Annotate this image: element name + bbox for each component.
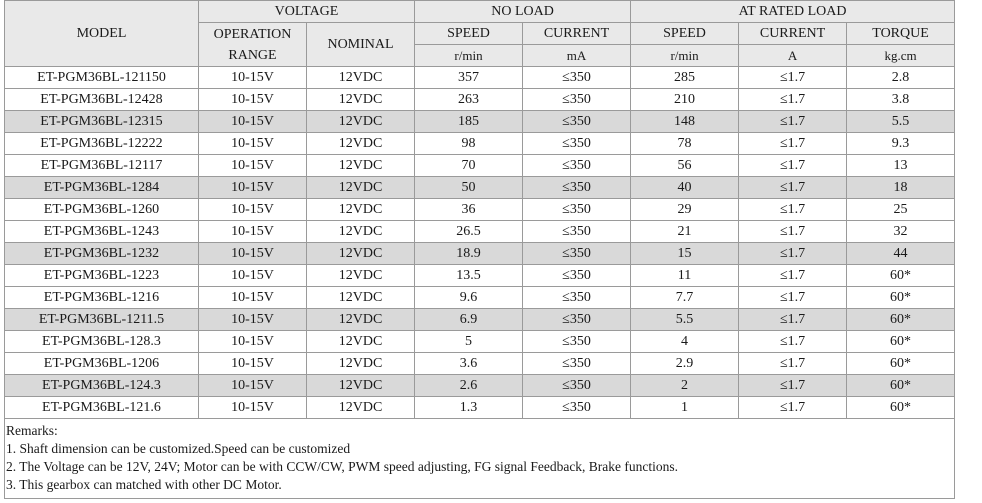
- cell-nominal: 12VDC: [307, 221, 415, 243]
- cell-rated-current: ≤1.7: [739, 353, 847, 375]
- cell-rated-speed: 1: [631, 397, 739, 419]
- table-row: [5, 67, 955, 89]
- cell-no-load-current: ≤350: [523, 67, 631, 89]
- cell-model: ET-PGM36BL-12117: [5, 155, 199, 177]
- cell-no-load-speed: 5: [415, 331, 523, 353]
- cell-no-load-current: ≤350: [523, 221, 631, 243]
- cell-operation-range: 10-15V: [199, 155, 307, 177]
- cell-operation-range: 10-15V: [199, 133, 307, 155]
- cell-rated-torque: 60*: [847, 375, 955, 397]
- cell-no-load-speed: 357: [415, 67, 523, 89]
- cell-no-load-current: ≤350: [523, 309, 631, 331]
- cell-model: ET-PGM36BL-1260: [5, 199, 199, 221]
- remark-item: 1. Shaft dimension can be customized.Speed can be customized: [6, 441, 351, 456]
- cell-no-load-speed: 6.9: [415, 309, 523, 331]
- cell-rated-current: ≤1.7: [739, 309, 847, 331]
- header-rl-current: CURRENT: [739, 23, 847, 45]
- cell-no-load-current: ≤350: [523, 155, 631, 177]
- cell-operation-range: 10-15V: [199, 353, 307, 375]
- header-rl-speed: SPEED: [631, 23, 739, 45]
- cell-model: ET-PGM36BL-1211.5: [5, 309, 199, 331]
- cell-model: ET-PGM36BL-1232: [5, 243, 199, 265]
- cell-rated-current: ≤1.7: [739, 155, 847, 177]
- cell-no-load-speed: 70: [415, 155, 523, 177]
- cell-rated-speed: 285: [631, 67, 739, 89]
- cell-operation-range: 10-15V: [199, 309, 307, 331]
- cell-nominal: 12VDC: [307, 199, 415, 221]
- cell-nominal: 12VDC: [307, 331, 415, 353]
- cell-model: ET-PGM36BL-1216: [5, 287, 199, 309]
- cell-no-load-speed: 36: [415, 199, 523, 221]
- cell-operation-range: 10-15V: [199, 375, 307, 397]
- cell-rated-torque: 3.8: [847, 89, 955, 111]
- cell-no-load-speed: 26.5: [415, 221, 523, 243]
- table-row: [5, 89, 955, 111]
- cell-no-load-current: ≤350: [523, 397, 631, 419]
- cell-rated-torque: 18: [847, 177, 955, 199]
- cell-rated-current: ≤1.7: [739, 133, 847, 155]
- cell-rated-speed: 78: [631, 133, 739, 155]
- cell-nominal: 12VDC: [307, 243, 415, 265]
- spec-sheet: [4, 0, 954, 499]
- cell-no-load-speed: 1.3: [415, 397, 523, 419]
- cell-no-load-current: ≤350: [523, 199, 631, 221]
- cell-rated-current: ≤1.7: [739, 89, 847, 111]
- header-operation-range: [199, 23, 307, 67]
- cell-rated-torque: 60*: [847, 309, 955, 331]
- cell-operation-range: 10-15V: [199, 67, 307, 89]
- table-row: [5, 199, 955, 221]
- cell-rated-torque: 60*: [847, 287, 955, 309]
- cell-nominal: 12VDC: [307, 375, 415, 397]
- cell-nominal: 12VDC: [307, 133, 415, 155]
- cell-rated-speed: 148: [631, 111, 739, 133]
- cell-model: ET-PGM36BL-12315: [5, 111, 199, 133]
- table-row: [5, 353, 955, 375]
- table-row: [5, 243, 955, 265]
- cell-rated-current: ≤1.7: [739, 287, 847, 309]
- cell-nominal: 12VDC: [307, 67, 415, 89]
- cell-rated-current: ≤1.7: [739, 243, 847, 265]
- cell-no-load-current: ≤350: [523, 353, 631, 375]
- cell-model: ET-PGM36BL-1243: [5, 221, 199, 243]
- cell-model: ET-PGM36BL-121.6: [5, 397, 199, 419]
- header-voltage: VOLTAGE: [199, 1, 415, 23]
- cell-rated-speed: 11: [631, 265, 739, 287]
- cell-nominal: 12VDC: [307, 353, 415, 375]
- cell-rated-speed: 56: [631, 155, 739, 177]
- table-row: [5, 331, 955, 353]
- cell-operation-range: 10-15V: [199, 199, 307, 221]
- cell-rated-speed: 29: [631, 199, 739, 221]
- cell-no-load-speed: 50: [415, 177, 523, 199]
- cell-operation-range: 10-15V: [199, 397, 307, 419]
- cell-no-load-speed: 185: [415, 111, 523, 133]
- cell-no-load-current: ≤350: [523, 177, 631, 199]
- cell-rated-speed: 2.9: [631, 353, 739, 375]
- header-rl-speed-unit: r/min: [631, 45, 739, 67]
- cell-no-load-current: ≤350: [523, 243, 631, 265]
- cell-rated-torque: 32: [847, 221, 955, 243]
- cell-rated-torque: 44: [847, 243, 955, 265]
- table-row: [5, 177, 955, 199]
- table-row: [5, 287, 955, 309]
- cell-rated-speed: 15: [631, 243, 739, 265]
- cell-nominal: 12VDC: [307, 309, 415, 331]
- cell-nominal: 12VDC: [307, 155, 415, 177]
- table-row: [5, 265, 955, 287]
- header-nl-current-unit: mA: [523, 45, 631, 67]
- cell-no-load-speed: 13.5: [415, 265, 523, 287]
- cell-rated-torque: 5.5: [847, 111, 955, 133]
- cell-operation-range: 10-15V: [199, 89, 307, 111]
- cell-rated-torque: 60*: [847, 353, 955, 375]
- cell-nominal: 12VDC: [307, 265, 415, 287]
- cell-rated-current: ≤1.7: [739, 265, 847, 287]
- cell-nominal: 12VDC: [307, 111, 415, 133]
- cell-rated-torque: 13: [847, 155, 955, 177]
- cell-operation-range: 10-15V: [199, 177, 307, 199]
- cell-rated-speed: 7.7: [631, 287, 739, 309]
- cell-model: ET-PGM36BL-1284: [5, 177, 199, 199]
- cell-operation-range: 10-15V: [199, 287, 307, 309]
- table-row: [5, 221, 955, 243]
- cell-operation-range: 10-15V: [199, 243, 307, 265]
- header-nominal: NOMINAL: [307, 23, 415, 67]
- cell-rated-speed: 40: [631, 177, 739, 199]
- remark-item: 3. This gearbox can matched with other DC Motor.: [6, 477, 282, 492]
- cell-no-load-current: ≤350: [523, 331, 631, 353]
- cell-operation-range: 10-15V: [199, 221, 307, 243]
- cell-nominal: 12VDC: [307, 287, 415, 309]
- cell-no-load-current: ≤350: [523, 375, 631, 397]
- cell-no-load-current: ≤350: [523, 89, 631, 111]
- header-at-rated-load: AT RATED LOAD: [631, 1, 955, 23]
- cell-rated-current: ≤1.7: [739, 397, 847, 419]
- cell-model: ET-PGM36BL-121150: [5, 67, 199, 89]
- header-model: MODEL: [5, 1, 199, 67]
- cell-rated-current: ≤1.7: [739, 111, 847, 133]
- cell-model: ET-PGM36BL-128.3: [5, 331, 199, 353]
- cell-no-load-speed: 2.6: [415, 375, 523, 397]
- header-nl-speed-unit: r/min: [415, 45, 523, 67]
- table-row: [5, 309, 955, 331]
- remarks-title: Remarks:: [6, 423, 58, 438]
- cell-model: ET-PGM36BL-12428: [5, 89, 199, 111]
- table-row: [5, 111, 955, 133]
- cell-operation-range: 10-15V: [199, 111, 307, 133]
- cell-rated-torque: 9.3: [847, 133, 955, 155]
- cell-rated-current: ≤1.7: [739, 177, 847, 199]
- remarks-box: [5, 419, 955, 499]
- table-body: [5, 67, 955, 419]
- cell-nominal: 12VDC: [307, 177, 415, 199]
- cell-rated-speed: 4: [631, 331, 739, 353]
- header-rl-torque: TORQUE: [847, 23, 955, 45]
- cell-no-load-current: ≤350: [523, 133, 631, 155]
- cell-rated-speed: 5.5: [631, 309, 739, 331]
- table-header: [5, 1, 955, 67]
- cell-rated-current: ≤1.7: [739, 331, 847, 353]
- cell-no-load-speed: 263: [415, 89, 523, 111]
- cell-rated-torque: 2.8: [847, 67, 955, 89]
- cell-rated-speed: 2: [631, 375, 739, 397]
- cell-model: ET-PGM36BL-124.3: [5, 375, 199, 397]
- cell-no-load-speed: 18.9: [415, 243, 523, 265]
- cell-no-load-speed: 3.6: [415, 353, 523, 375]
- cell-no-load-speed: 9.6: [415, 287, 523, 309]
- table-row: [5, 375, 955, 397]
- cell-rated-current: ≤1.7: [739, 221, 847, 243]
- cell-rated-torque: 60*: [847, 397, 955, 419]
- cell-no-load-current: ≤350: [523, 287, 631, 309]
- motor-spec-table: [4, 0, 955, 499]
- cell-model: ET-PGM36BL-1206: [5, 353, 199, 375]
- cell-rated-speed: 210: [631, 89, 739, 111]
- cell-operation-range: 10-15V: [199, 265, 307, 287]
- cell-no-load-current: ≤350: [523, 111, 631, 133]
- cell-rated-torque: 60*: [847, 331, 955, 353]
- cell-nominal: 12VDC: [307, 397, 415, 419]
- header-no-load: NO LOAD: [415, 1, 631, 23]
- cell-rated-current: ≤1.7: [739, 375, 847, 397]
- table-row: [5, 155, 955, 177]
- table-row: [5, 397, 955, 419]
- cell-rated-torque: 60*: [847, 265, 955, 287]
- header-operation-range-line1: OPERATION: [213, 26, 292, 42]
- header-nl-current: CURRENT: [523, 23, 631, 45]
- table-row: [5, 133, 955, 155]
- remark-item: 2. The Voltage can be 12V, 24V; Motor can be with CCW/CW, PWM speed adjusting, FG signal Feedback, Brake functions.: [6, 459, 679, 474]
- cell-rated-current: ≤1.7: [739, 199, 847, 221]
- header-rl-current-unit: A: [739, 45, 847, 67]
- header-operation-range-line2: RANGE: [228, 47, 277, 63]
- cell-rated-current: ≤1.7: [739, 67, 847, 89]
- cell-model: ET-PGM36BL-12222: [5, 133, 199, 155]
- cell-operation-range: 10-15V: [199, 331, 307, 353]
- cell-rated-speed: 21: [631, 221, 739, 243]
- cell-nominal: 12VDC: [307, 89, 415, 111]
- cell-model: ET-PGM36BL-1223: [5, 265, 199, 287]
- cell-rated-torque: 25: [847, 199, 955, 221]
- cell-no-load-speed: 98: [415, 133, 523, 155]
- cell-no-load-current: ≤350: [523, 265, 631, 287]
- header-rl-torque-unit: kg.cm: [847, 45, 955, 67]
- header-nl-speed: SPEED: [415, 23, 523, 45]
